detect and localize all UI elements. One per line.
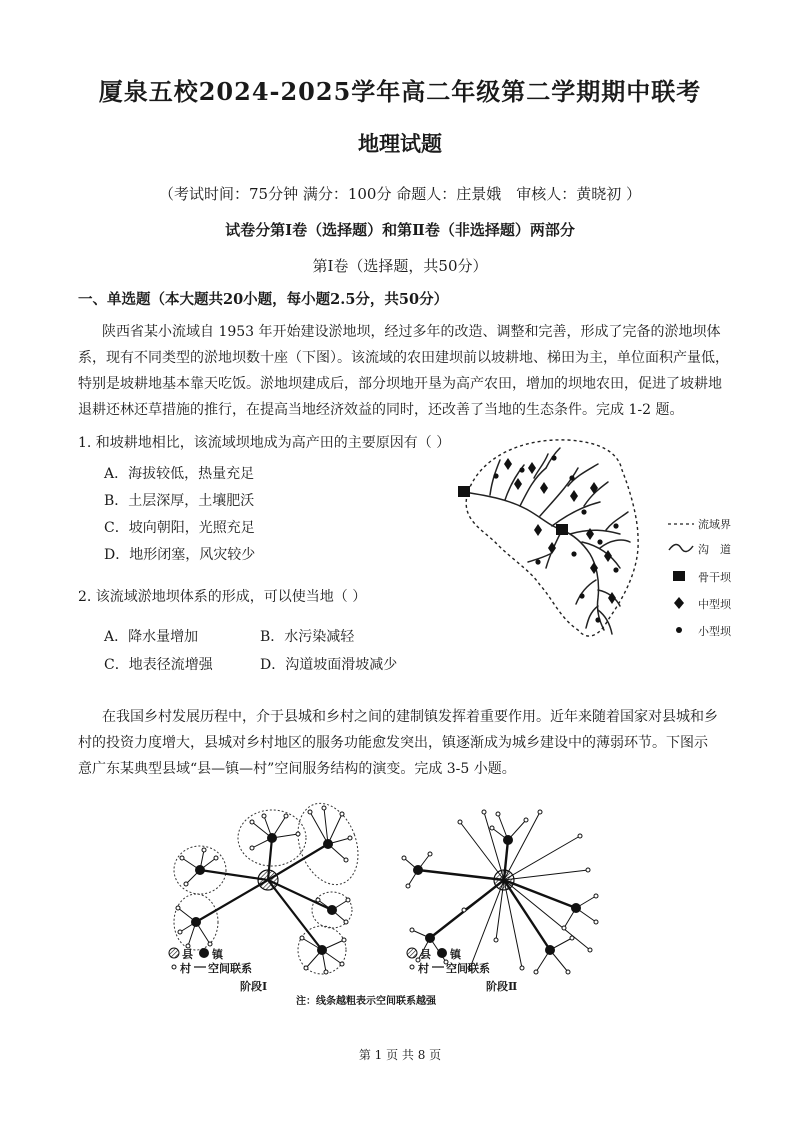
exam-title: 厦泉五校2024-2025学年高二年级第二学期期中联考: [98, 77, 702, 106]
link-legend-icon: [194, 963, 206, 971]
small-dams: [493, 455, 618, 622]
legend-county-label: 县: [420, 948, 431, 961]
passage-1-line: 退耕还林还草措施的推行，在提高当地经济效益的同时，还改善了当地的生态条件。完成 1-2 题。: [78, 402, 684, 418]
question-2-option-b[interactable]: B．水污染减轻: [260, 629, 355, 645]
parts-note: 试卷分第Ⅰ卷（选择题）和第Ⅱ卷（非选择题）两部分: [225, 221, 575, 239]
legend-medium-dam-label: 中型坝: [698, 598, 731, 611]
stage-2-diagram: [400, 800, 610, 985]
question-2-option-c[interactable]: C．地表径流增强: [104, 657, 213, 673]
legend-link-label: 空间联系: [208, 962, 252, 975]
legend-link-label: 空间联系: [446, 962, 490, 975]
question-2-option-d[interactable]: D．沟道坡面滑坡减少: [260, 657, 398, 673]
passage-1-line: 系，现有不同类型的淤地坝数十座（下图）。该流域的农田建坝前以坡耕地、梯田为主，单位面积产量低，: [78, 350, 729, 366]
volume-title: 第Ⅰ卷（选择题，共50分）: [312, 257, 488, 275]
legend-boundary-label: 流域界: [698, 518, 731, 531]
county-legend-icon: [168, 947, 180, 959]
link-legend-icon: [432, 963, 444, 971]
legend-small-dam-label: 小型坝: [698, 625, 731, 638]
village-legend-icon: [170, 963, 178, 971]
watershed-boundary: [466, 440, 638, 636]
legend-backbone-dam-label: 骨干坝: [698, 571, 731, 584]
medium-dam-legend-icon: [673, 596, 685, 610]
legend-county-label: 县: [182, 948, 193, 961]
gully-legend-icon: [668, 541, 694, 555]
stage-2-label: 阶段Ⅱ: [486, 980, 518, 993]
passage-2-line: 村的投资力度增大，县城对乡村地区的服务功能愈发突出，镇逐渐成为城乡建设中的薄弱环节。下图示: [78, 735, 708, 751]
village-legend-icon: [408, 963, 416, 971]
diagram-note: 注：线条越粗表示空间联系越强: [296, 996, 436, 1007]
gully-network: [464, 448, 630, 634]
legend-gully-label: 沟 道: [698, 543, 731, 556]
exam-info: （考试时间：75分钟 满分：100分 命题人：庄景娥 审核人：黄晓初 ）: [158, 185, 642, 203]
section-heading: 一、单选题（本大题共20小题，每小题2.5分，共50分）: [78, 291, 449, 308]
legend-village-label: 村: [180, 962, 191, 975]
page-footer: 第 1 页 共 8 页: [358, 1048, 442, 1062]
question-1-option-c[interactable]: C．坡向朝阳，光照充足: [104, 520, 255, 536]
town-legend-icon: [198, 947, 210, 959]
question-1-option-a[interactable]: A．海拔较低，热量充足: [104, 466, 255, 482]
backbone-dam-legend-icon: [672, 570, 686, 582]
question-1-option-d[interactable]: D．地形闭塞，风灾较少: [104, 547, 256, 563]
county-legend-icon: [406, 947, 418, 959]
town-legend-icon: [436, 947, 448, 959]
question-1-stem: 1. 和坡耕地相比，该流域坝地成为高产田的主要原因有（ ）: [78, 435, 451, 451]
watershed-dam-map: [450, 430, 650, 645]
question-1-option-b[interactable]: B．土层深厚，土壤肥沃: [104, 493, 255, 509]
passage-2-line: 在我国乡村发展历程中，介于县城和乡村之间的建制镇发挥着重要作用。近年来随着国家对县城和乡: [102, 709, 718, 725]
passage-2-line: 意广东某典型县域“县—镇—村”空间服务结构的演变。完成 3-5 小题。: [78, 761, 516, 777]
small-dam-legend-icon: [674, 625, 684, 635]
exam-subject-title: 地理试题: [358, 131, 442, 156]
passage-1-line: 陕西省某小流域自 1953 年开始建设淤地坝，经过多年的改造、调整和完善，形成了完备的淤地坝体: [102, 324, 721, 340]
question-2-option-a[interactable]: A．降水量增加: [104, 629, 199, 645]
passage-1-line: 特别是坡耕地基本靠天吃饭。淤地坝建成后，部分坝地开垦为高产农田，增加的坝地农田，促进了坡耕地: [78, 376, 722, 392]
question-2-stem: 2. 该流域淤地坝体系的形成，可以使当地（ ）: [78, 589, 367, 605]
legend-town-label: 镇: [212, 948, 223, 961]
legend-town-label: 镇: [450, 948, 461, 961]
stage-1-label: 阶段Ⅰ: [240, 980, 268, 993]
boundary-legend-icon: [668, 518, 694, 530]
legend-village-label: 村: [418, 962, 429, 975]
